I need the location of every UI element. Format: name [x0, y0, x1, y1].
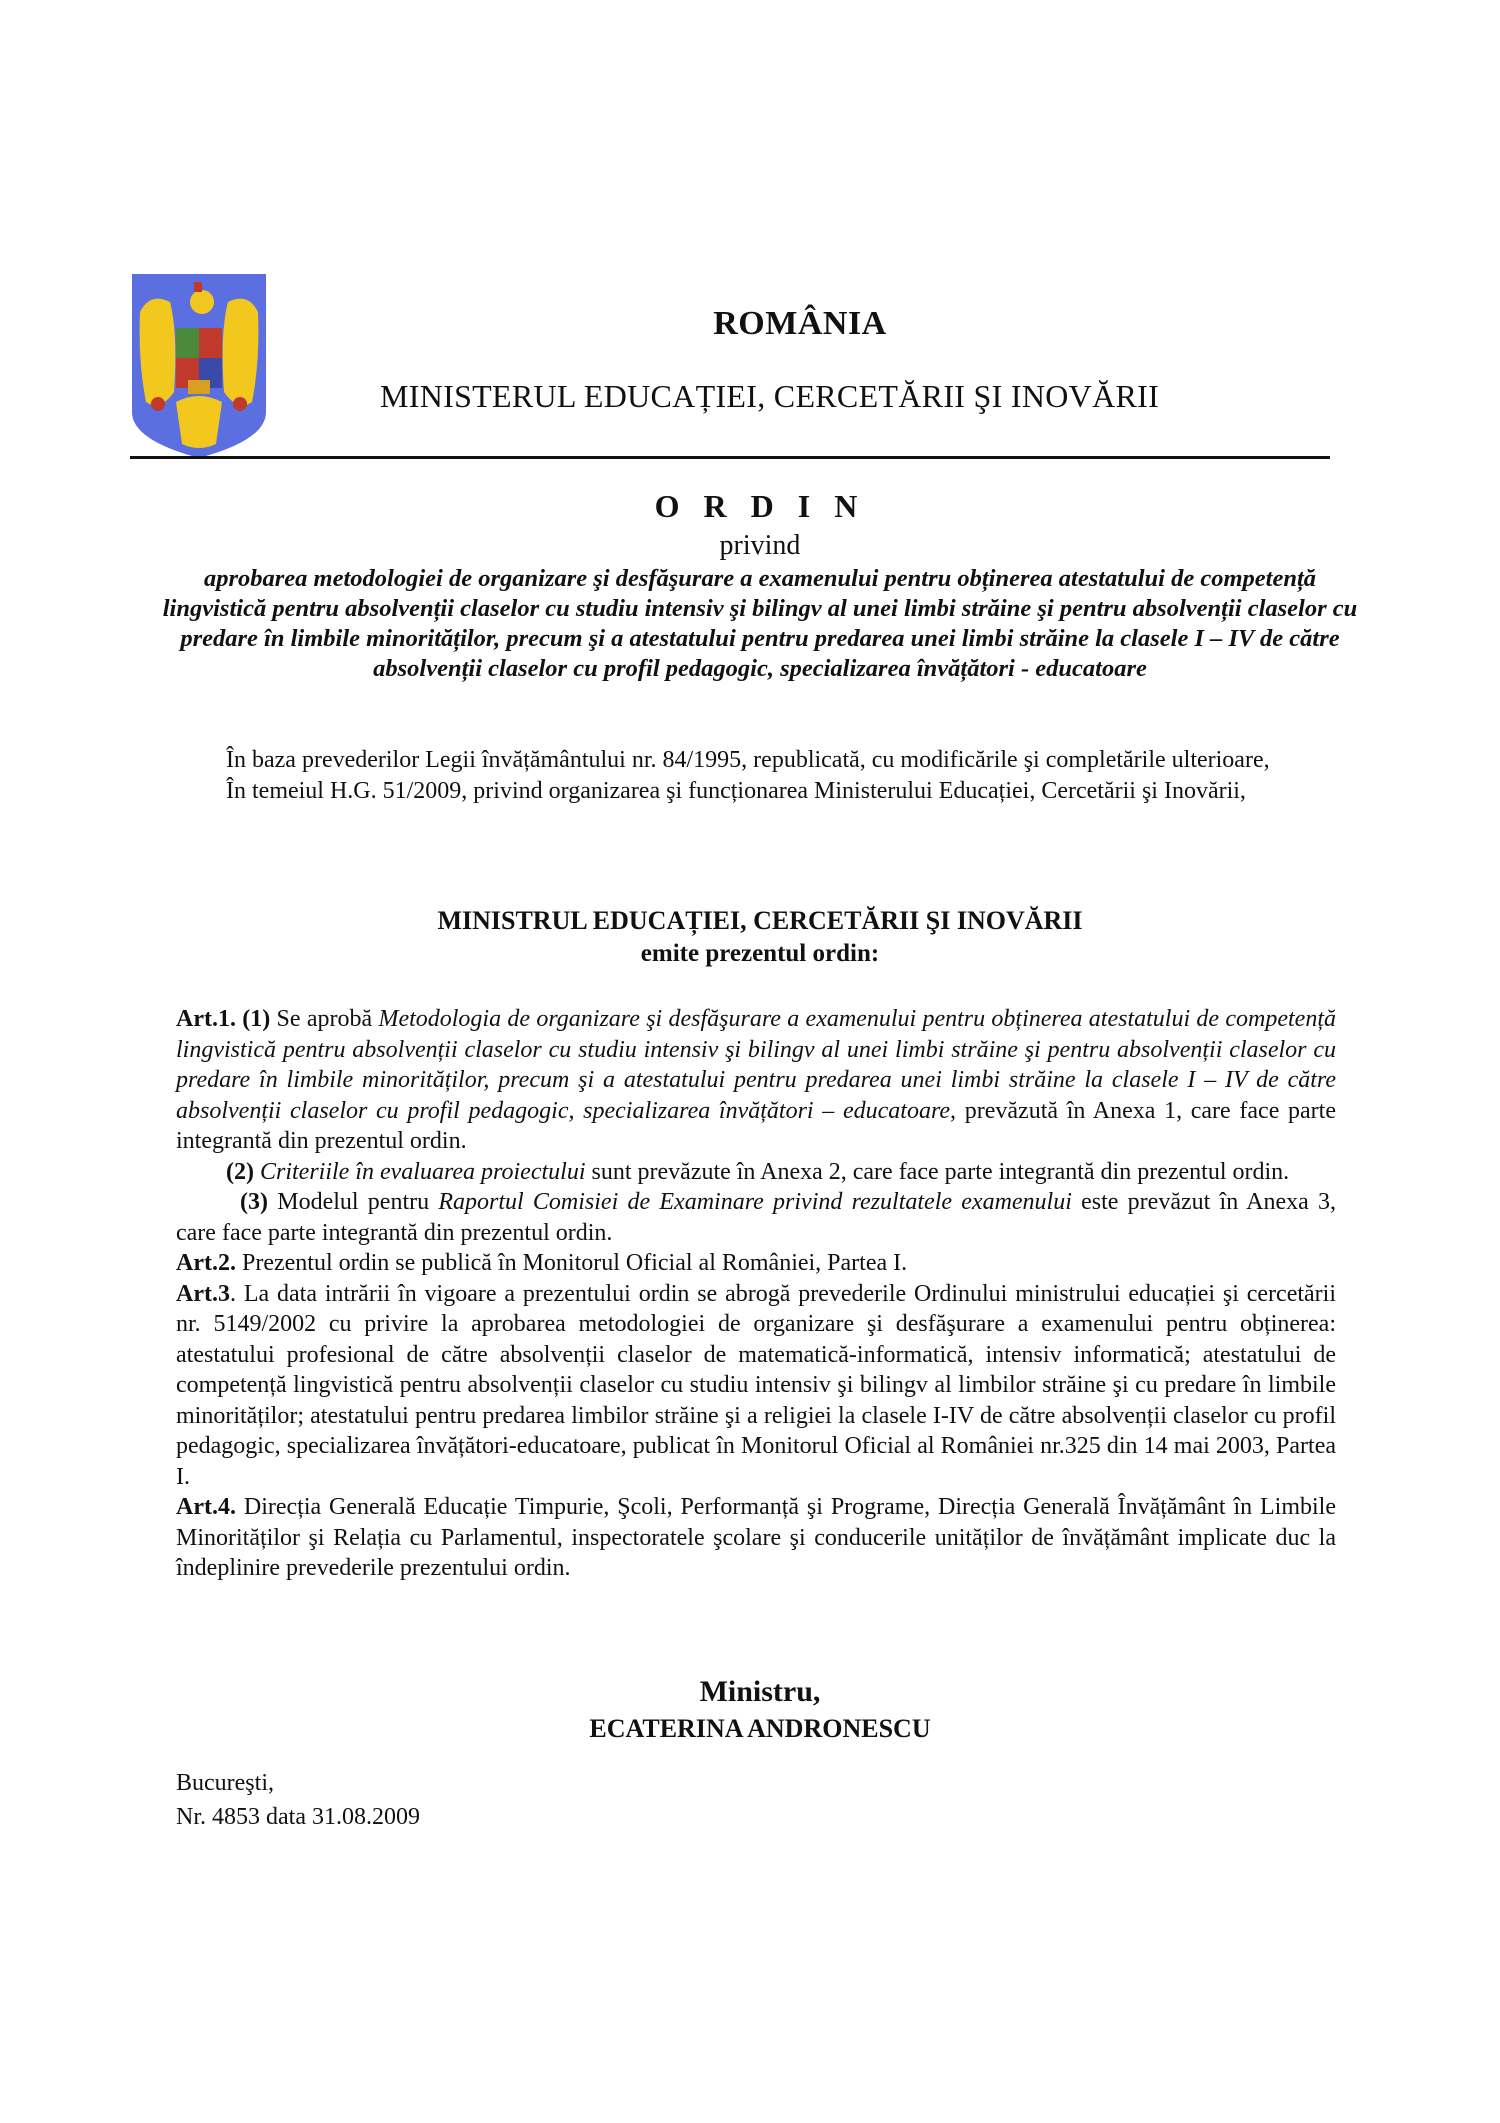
methodology-title: Metodologia de organizare şi desfăşurare a examenului pentru obținerea atestatului de competență lingvistică pentru absolvenții claselor cu studiu intensiv şi bilingv al unei limbi străine şi pentru absolvenții claselor cu predare în limbile minorităților, precum şi a atestatului pentru predarea unei limbi străine la clasele I – IV de către absolvenții claselor cu profil pedagogic, specializarea învățători – educatoare,: [176, 1006, 1337, 1124]
article-2-label: Art.2.: [176, 1250, 236, 1276]
preamble-legal-basis: În baza prevederilor Legii învățământului nr. 84/1995, republicată, cu modificările şi completările ulterioare,: [226, 747, 1270, 773]
article-1-para-1-tail: prevăzută în Anexa 1, care face parte integrantă din prezentul ordin.: [176, 1097, 1336, 1154]
article-1-para-3-number: (3): [240, 1189, 268, 1215]
order-subject: aprobarea metodologiei de organizare şi desfăşurare a examenului pentru obținerea atestatului de competență lingvistică pentru absolvenții claselor cu studiu intensiv şi bilingv al unei limbi străine şi pentru absolvenții claselor cu predare în limbile minorităților, precum şi a atestatului pentru predarea unei limbi străine la clasele I – IV de către absolvenții claselor cu profil pedagogic, specializarea învățători - educatoare: [162, 565, 1358, 682]
issuer-subtitle: emite prezentul ordin:: [640, 940, 880, 967]
signatory-title: Ministru,: [699, 1675, 821, 1708]
article-1-para-2-tail: sunt prevăzute în Anexa 2, care face parte integrantă din prezentul ordin.: [585, 1158, 1290, 1185]
preamble: [176, 745, 1336, 806]
article-2: [176, 1248, 1336, 1279]
article-1-label: Art.1.: [176, 1006, 236, 1032]
article-3-label: Art.3: [176, 1280, 230, 1307]
article-1-para-3: [176, 1187, 1336, 1248]
preamble-hg-basis: În temeiul H.G. 51/2009, privind organizarea şi funcționarea Ministerului Educației, Cercetării şi Inovării,: [226, 777, 1246, 804]
article-1-para-2-number: (2): [226, 1158, 254, 1185]
article-1-para-2: [176, 1157, 1336, 1188]
header-divider: [130, 456, 1330, 459]
article-3-text: . La data intrării în vigoare a prezentului ordin se abrogă prevederile Ordinului ministrului educației şi cercetării nr. 5149/2002 cu privire la aprobarea metodologiei de organizare şi desfăşurare a examenului pentru obținerea: atestatului profesional de către absolvenții claselor de matematică-informatică, intensiv informatică; atestatului de competență lingvistică pentru absolvenții claselor cu studiu intensiv şi bilingv al limbilor străine şi cu predare în limbile minorităților; atestatului pentru predarea limbilor străine şi a religiei la clasele I-IV de către absolvenții claselor cu profil pedagogic, specializarea învățători-educatoare, publicat în Monitorul Oficial al României nr.325 din 14 mai 2003, Partea I.: [176, 1280, 1336, 1490]
issuer-title: MINISTRUL EDUCAȚIEI, CERCETĂRII ŞI INOVĂRII: [437, 906, 1083, 935]
place-date-block: [176, 1766, 420, 1834]
report-model-title: Raportul Comisiei de Examinare privind rezultatele examenului: [438, 1189, 1072, 1215]
article-2-text: Prezentul ordin se publică în Monitorul Oficial al României, Partea I.: [235, 1250, 908, 1276]
ministry-heading: MINISTERUL EDUCAȚIEI, CERCETĂRII ŞI INOVĂRII: [380, 378, 1160, 414]
order-number-date: Nr. 4853 data 31.08.2009: [176, 1804, 420, 1830]
article-1-para-1-lead: Se aprobă: [270, 1006, 379, 1032]
document-type-title: O R D I N: [654, 488, 866, 524]
place: Bucureşti,: [176, 1770, 274, 1796]
articles: [176, 1004, 1336, 1584]
article-1-para-3-tail: este prevăzut în Anexa 3, care face parte integrantă din prezentul ordin.: [176, 1189, 1336, 1246]
privind-label: privind: [719, 530, 801, 561]
signatory-name: ECATERINA ANDRONESCU: [589, 1714, 931, 1743]
country-heading: ROMÂNIA: [713, 305, 887, 342]
article-1-para-1-number: (1): [242, 1006, 271, 1032]
article-4: [176, 1492, 1336, 1584]
criteria-title: Criteriile în evaluarea proiectului: [253, 1158, 586, 1185]
article-1-para-1: [176, 1004, 1336, 1157]
issuer-block: [160, 904, 1360, 970]
signature-block: [160, 1672, 1360, 1746]
article-1-para-3-lead: Modelul pentru: [267, 1189, 439, 1215]
article-3: [176, 1279, 1336, 1493]
article-4-text: Direcția Generală Educație Timpurie, Şcoli, Performanță şi Programe, Direcția Generală Învățământ în Limbile Minorităților şi Relația cu Parlamentul, inspectoratele şcolare şi conducerile unităților de învățământ implicate duc la îndeplinire prevederile prezentului ordin.: [176, 1494, 1336, 1581]
article-4-label: Art.4.: [176, 1494, 236, 1520]
romania-coat-of-arms-icon: [130, 272, 268, 460]
